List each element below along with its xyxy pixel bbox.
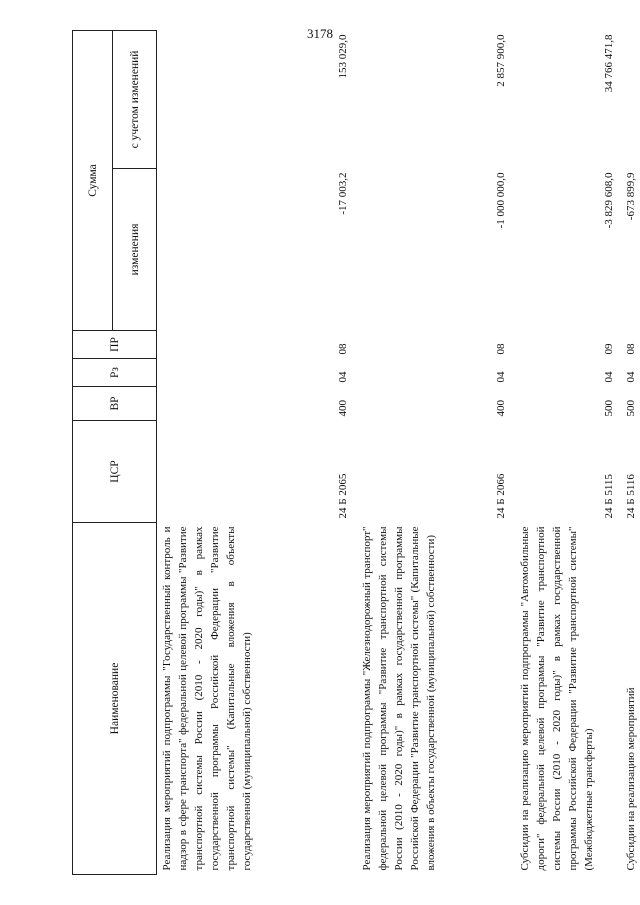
table-row — [351, 30, 509, 874]
budget-table-rotated — [72, 31, 637, 875]
row-pr: 08 — [625, 343, 637, 355]
row-with-change — [617, 30, 639, 168]
table-row — [617, 30, 639, 874]
row-with-change: 2 857 900,0 — [495, 34, 507, 87]
row-pr: 09 — [603, 343, 615, 355]
row-rz: 04 — [625, 371, 637, 383]
row-change: -1 000 000,0 — [495, 172, 507, 229]
row-rz: 04 — [495, 371, 507, 383]
row-name: Субсидии на реализацию мероприятий подпрограммы "Автомобильные дороги" федеральной целевой программы "Развитие транспортной системы России (2010 - 2020 годы)" в рамках государственной программы Российской Федерации "Развитие транспортной системы" (Межбюджетные трансферты) — [519, 526, 595, 871]
header-sum: Сумма — [73, 30, 113, 330]
row-change: -3 829 608,0 — [603, 172, 615, 229]
row-name: Субсидии на реализацию мероприятий — [625, 687, 637, 871]
row-rz: 04 — [337, 371, 349, 383]
budget-table — [72, 30, 639, 875]
row-with-change: 34 766 471,8 — [603, 34, 615, 93]
row-rz: 04 — [603, 371, 615, 383]
row-csr: 24 Б 5115 — [603, 474, 615, 519]
row-csr: 24 Б 5116 — [625, 474, 637, 519]
row-with-change: 153 029,0 — [337, 34, 349, 79]
row-vr: 500 — [625, 400, 637, 417]
row-vr: 400 — [337, 400, 349, 417]
page-number: 3178 — [307, 26, 333, 41]
header-vr: ВР — [73, 387, 157, 421]
header-rz: Рз — [73, 359, 157, 387]
table-row — [157, 30, 352, 874]
row-vr: 500 — [603, 400, 615, 417]
row-vr: 400 — [495, 400, 507, 417]
table-row — [509, 30, 617, 874]
row-csr: 24 Б 2066 — [495, 473, 507, 519]
row-pr: 08 — [337, 343, 349, 355]
row-csr: 24 Б 2065 — [337, 473, 349, 519]
row-change: -673 899,9 — [625, 172, 637, 221]
row-name: Реализация мероприятий подпрограммы "Государственный контроль и надзор в сфере транспорта" федеральной целевой программы "Развитие транспортной системы России (2010 - 2020 годы)" в рамках государственной программы Российской Федерации "Развитие транспортной системы" (Капитальные вложения в объекты государственной (муниципальной) собственности) — [161, 526, 253, 871]
header-with-change: с учетом изменений — [113, 30, 157, 168]
header-change: изменения — [113, 169, 157, 331]
row-name: Реализация мероприятий подпрограммы "Железнодорожный транспорт" федеральной целевой программы "Развитие транспортной системы России (2010 - 2020 годы)" в рамках государственной программы Российской Федерации "Развитие транспортной системы" (Капитальные вложения в объекты государственной (муниципальной) собственности) — [361, 526, 437, 871]
row-change: -17 003,2 — [337, 172, 349, 215]
row-pr: 08 — [495, 343, 507, 355]
header-name: Наименование — [73, 523, 157, 875]
header-pr: ПР — [73, 331, 157, 359]
header-csr: ЦСР — [73, 421, 157, 523]
